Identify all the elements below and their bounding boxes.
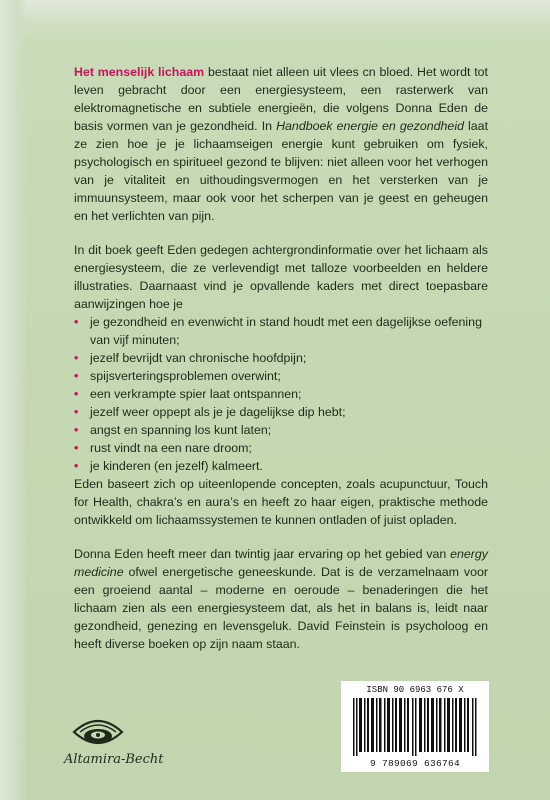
content-paragraph: In dit boek geeft Eden gedegen achtergrondinformatie over het lichaam als energiesysteem, die ze verlevendigt met talloze voorbeelden en heldere illustraties. Daarnaast vind je opvallende kaders met direct toepasbare aanwijzingen hoe je: [74, 243, 488, 311]
energy-medicine-term: energy medicine: [74, 547, 488, 579]
list-item: • jezelf bevrijdt van chronische hoofdpijn;: [74, 351, 307, 365]
book-title: Handboek energie en gezondheid: [276, 119, 464, 133]
bullet-icon: •: [74, 387, 79, 401]
blurb-text: [74, 63, 488, 653]
intro-text-end: laat ze zien hoe je je lichaamseigen energie kunt gebruiken om fysiek, psychologisch en spiritueel gezond te blijven: niet alleen voor het verhogen van je vitaliteit en uithoudingsvermogen en het versterken van je immuunsysteem, maar ook voor het scherpen van je geest en geheugen en het verlichten van pijn.: [74, 119, 489, 223]
bullet-icon: •: [74, 351, 79, 365]
bullet-icon: •: [74, 423, 79, 437]
list-item: • jezelf weer oppept als je je dagelijkse dip hebt;: [74, 405, 346, 419]
isbn-text: ISBN 90 6963 676 X: [366, 685, 464, 695]
intro-highlight: Het menselijk lichaam: [74, 65, 205, 79]
tips-list: [74, 313, 488, 475]
list-item: • angst en spanning los kunt laten;: [74, 423, 272, 437]
intro-paragraph: [74, 63, 488, 225]
barcode-box: [341, 681, 489, 772]
publisher-logo-icon: [68, 712, 128, 752]
bullet-icon: •: [74, 459, 79, 473]
intro-text: bestaat niet alleen uit vlees cn bloed. Het wordt tot leven gebracht door een energiesysteem, een rasterwerk van elektromagnetische en subtiele energieën, die volgens Donna Eden de basis vormen van je gezondheid. In: [74, 65, 488, 133]
list-item: • spijsverteringsproblemen overwint;: [74, 369, 281, 383]
publisher-name: Altamira-Becht: [64, 752, 164, 767]
cover-top-edge: [0, 0, 550, 40]
bullet-icon: •: [74, 441, 79, 455]
author-paragraph: Donna Eden heeft meer dan twintig jaar ervaring op het gebied van energy medicine ofwel energetische geneeskunde. Dat is de verzamelnaam voor een groeiend aantal – moderne en oeroude – benaderingen die het lichaam zien als een energiesysteem dat, als het in balans is, leidt naar gezondheid, genezing en levensgeluk. David Feinstein is psycholoog en heeft diverse boeken op zijn naam staan.: [74, 547, 488, 651]
bullet-icon: •: [74, 315, 79, 329]
cover-left-edge: [0, 0, 28, 800]
list-item: • een verkrampte spier laat ontspannen;: [74, 387, 302, 401]
list-item: • je kinderen (en jezelf) kalmeert.: [74, 459, 263, 473]
bullet-icon: •: [74, 405, 79, 419]
bullet-icon: •: [74, 369, 79, 383]
list-item: • rust vindt na een nare droom;: [74, 441, 252, 455]
barcode-number: 9 789069 636764: [369, 758, 460, 769]
list-item: • je gezondheid en evenwicht in stand houdt met een dagelijkse oefening van vijf minuten;: [74, 315, 482, 347]
barcode-icon: [353, 698, 477, 756]
methods-paragraph: Eden baseert zich op uiteenlopende concepten, zoals acupunctuur, Touch for Health, chakra’s en aura’s en heeft zo haar eigen, praktische methode ontwikkeld om lichaamssystemen te kunnen ontladen of juist opladen.: [74, 477, 488, 527]
